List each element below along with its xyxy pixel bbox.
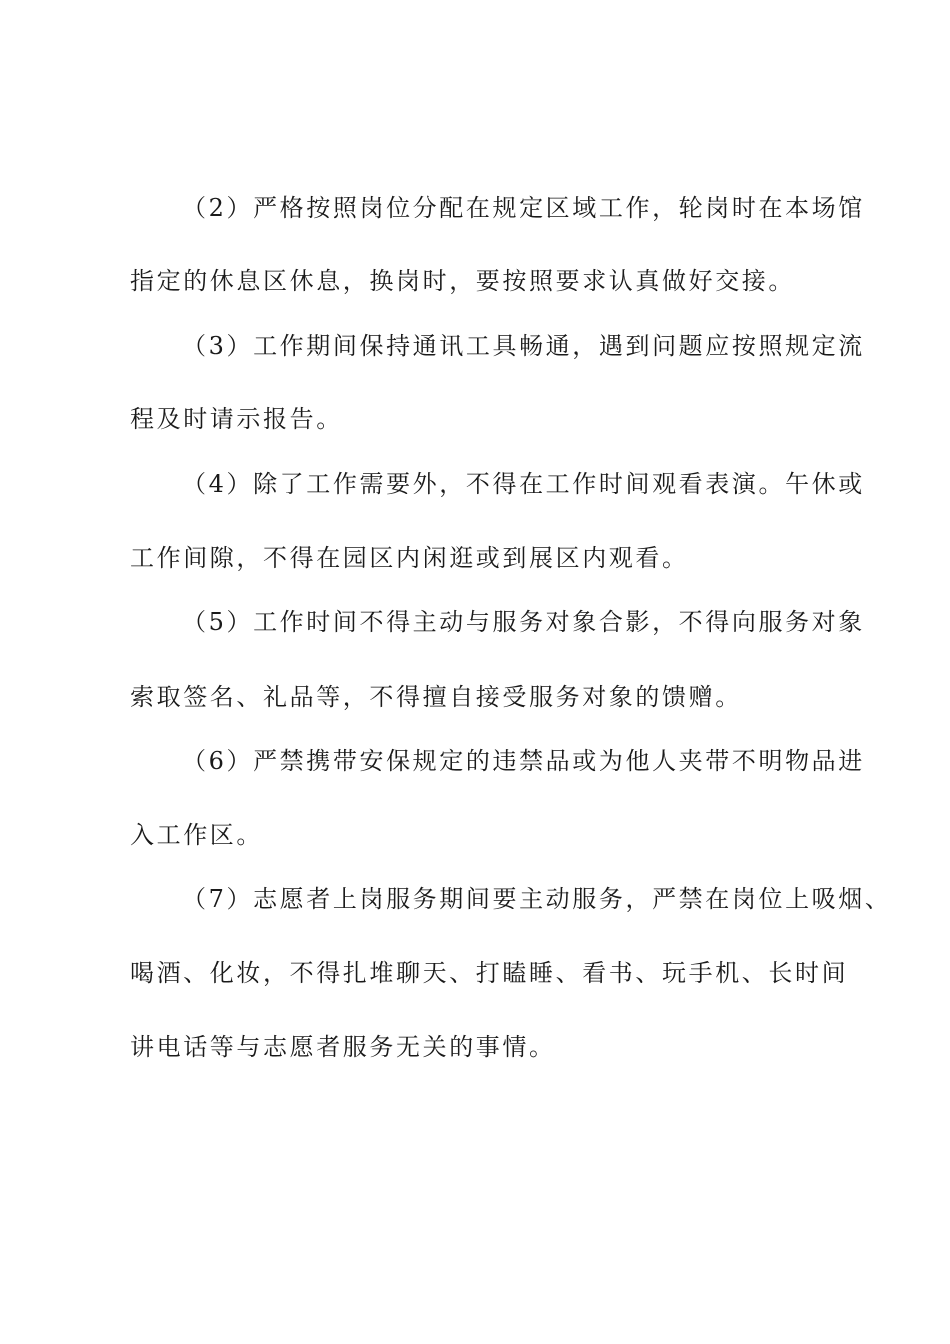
rule-3-line-2: 程及时请示报告。 (130, 405, 343, 433)
rule-2-line-1: （2）严格按照岗位分配在规定区域工作，轮岗时在本场馆 (182, 194, 865, 222)
rule-3-line-1: （3）工作期间保持通讯工具畅通，遇到问题应按照规定流 (182, 332, 865, 360)
rule-6-line-1: （6）严禁携带安保规定的违禁品或为他人夹带不明物品进 (182, 747, 865, 775)
rule-5-line-1: （5）工作时间不得主动与服务对象合影，不得向服务对象 (182, 608, 865, 636)
rule-4-line-1: （4）除了工作需要外，不得在工作时间观看表演。午休或 (182, 470, 865, 498)
rule-2-line-2: 指定的休息区休息，换岗时，要按照要求认真做好交接。 (130, 267, 795, 295)
rule-7-line-1: （7）志愿者上岗服务期间要主动服务，严禁在岗位上吸烟、 (182, 885, 892, 913)
rule-5-line-2: 索取签名、礼品等，不得擅自接受服务对象的馈赠。 (130, 683, 742, 711)
rule-4-line-2: 工作间隙，不得在园区内闲逛或到展区内观看。 (130, 544, 689, 572)
rule-7-line-3: 讲电话等与志愿者服务无关的事情。 (130, 1033, 556, 1061)
rule-6-line-2: 入工作区。 (130, 821, 263, 849)
rule-7-line-2: 喝酒、化妆，不得扎堆聊天、打瞌睡、看书、玩手机、长时间 (130, 959, 849, 987)
